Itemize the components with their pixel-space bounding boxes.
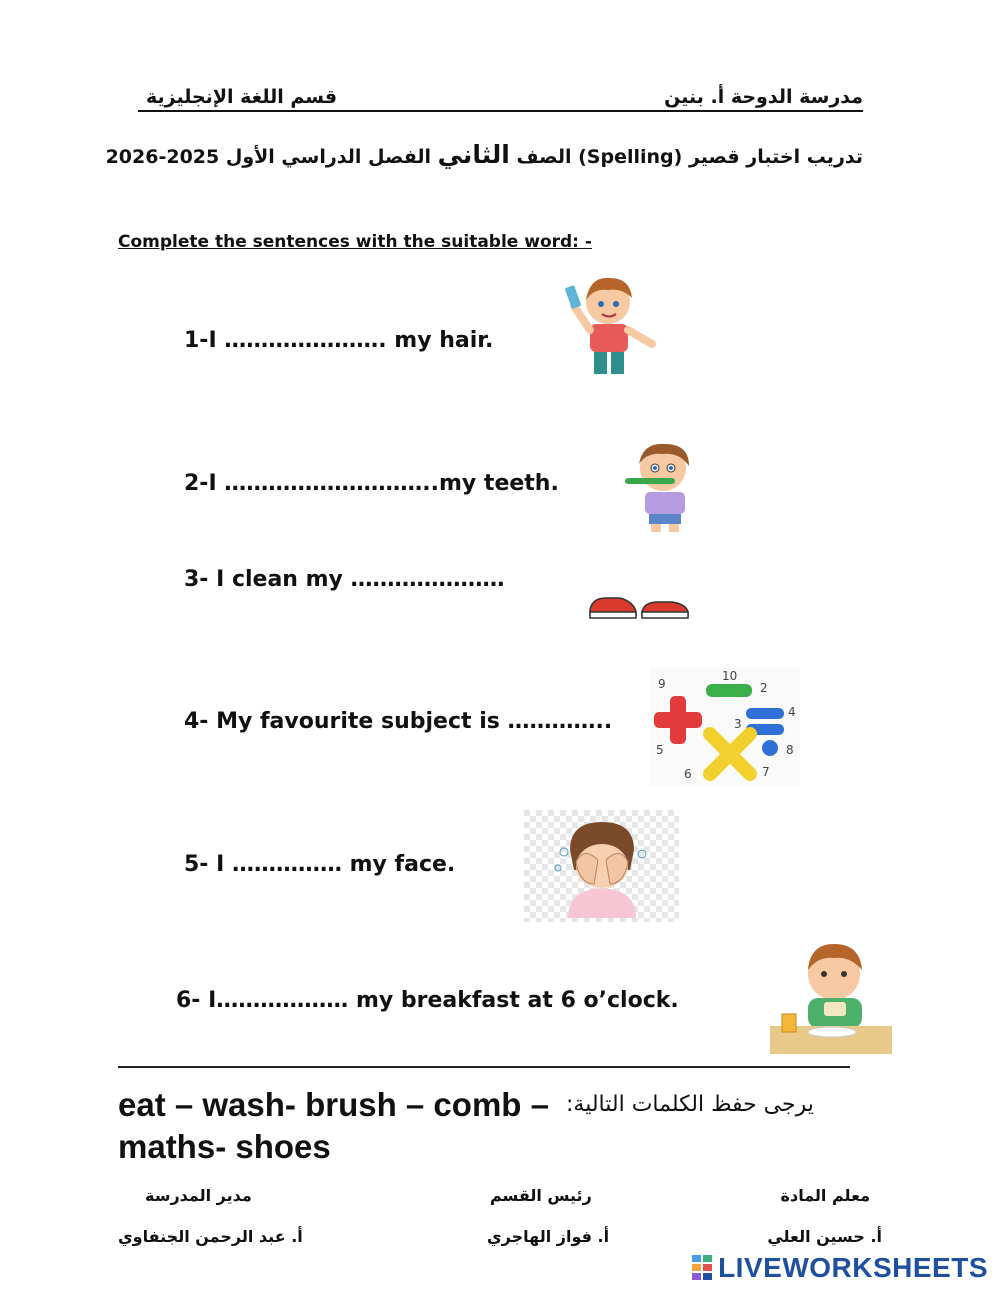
- svg-text:2: 2: [760, 681, 768, 695]
- svg-text:4: 4: [788, 705, 796, 719]
- head-name: أ. فواز الهاجري: [487, 1227, 610, 1246]
- svg-text:7: 7: [762, 765, 770, 779]
- principal-title: مدير المدرسة: [145, 1186, 252, 1205]
- svg-text:6: 6: [684, 767, 692, 781]
- word-bank-line-1: eat – wash- brush – comb –: [118, 1086, 549, 1123]
- teacher-name: أ. حسين العلي: [767, 1227, 882, 1246]
- boy-eating-image: [768, 940, 894, 1058]
- svg-text:10: 10: [722, 669, 738, 683]
- question-4[interactable]: 4- My favourite subject is …………..: [184, 709, 613, 734]
- section-separator: [118, 1066, 850, 1068]
- principal-name: أ. عبد الرحمن الجنفاوي: [118, 1227, 303, 1246]
- boy-brushing-teeth-image: [615, 438, 715, 534]
- title-grade: الثاني: [437, 140, 510, 169]
- liveworksheets-logo: [692, 1252, 988, 1284]
- school-name: مدرسة الدوحة أ. بنين: [664, 86, 863, 108]
- liveworksheets-logo-icon: [692, 1255, 712, 1281]
- question-6[interactable]: 6- I……………… my breakfast at 6 o’clock.: [176, 988, 679, 1013]
- word-bank-arabic-label: يرجى حفظ الكلمات التالية:: [566, 1092, 814, 1117]
- washing-face-image: [524, 810, 679, 922]
- shoes-image: [586, 588, 692, 622]
- teacher-title: معلم المادة: [780, 1186, 870, 1205]
- svg-text:8: 8: [786, 743, 794, 757]
- svg-text:3: 3: [734, 717, 742, 731]
- head-title: رئيس القسم: [490, 1186, 592, 1205]
- question-2[interactable]: 2-I ………………………..my teeth.: [184, 471, 559, 496]
- question-5[interactable]: 5- I …………… my face.: [184, 852, 456, 877]
- boy-combing-hair-image: [560, 270, 670, 378]
- department-name: قسم اللغة الإنجليزية: [146, 86, 338, 108]
- header-underline: [138, 110, 863, 112]
- svg-text:9: 9: [658, 677, 666, 691]
- question-3[interactable]: 3- I clean my …………………: [184, 567, 505, 592]
- question-1[interactable]: 1-I …………………. my hair.: [184, 328, 494, 353]
- math-symbols-image: [650, 668, 800, 786]
- instructions: Complete the sentences with the suitable word: -: [118, 232, 592, 252]
- liveworksheets-logo-text: LIVEWORKSHEETS: [718, 1252, 988, 1283]
- title-part1: تدريب اختبار قصير (Spelling) الصف: [509, 146, 863, 168]
- word-bank-line-2: maths- shoes: [118, 1128, 331, 1165]
- svg-text:5: 5: [656, 743, 664, 757]
- title-part2: الفصل الدراسي الأول 2025-2026: [105, 146, 438, 168]
- worksheet-title: [106, 140, 863, 169]
